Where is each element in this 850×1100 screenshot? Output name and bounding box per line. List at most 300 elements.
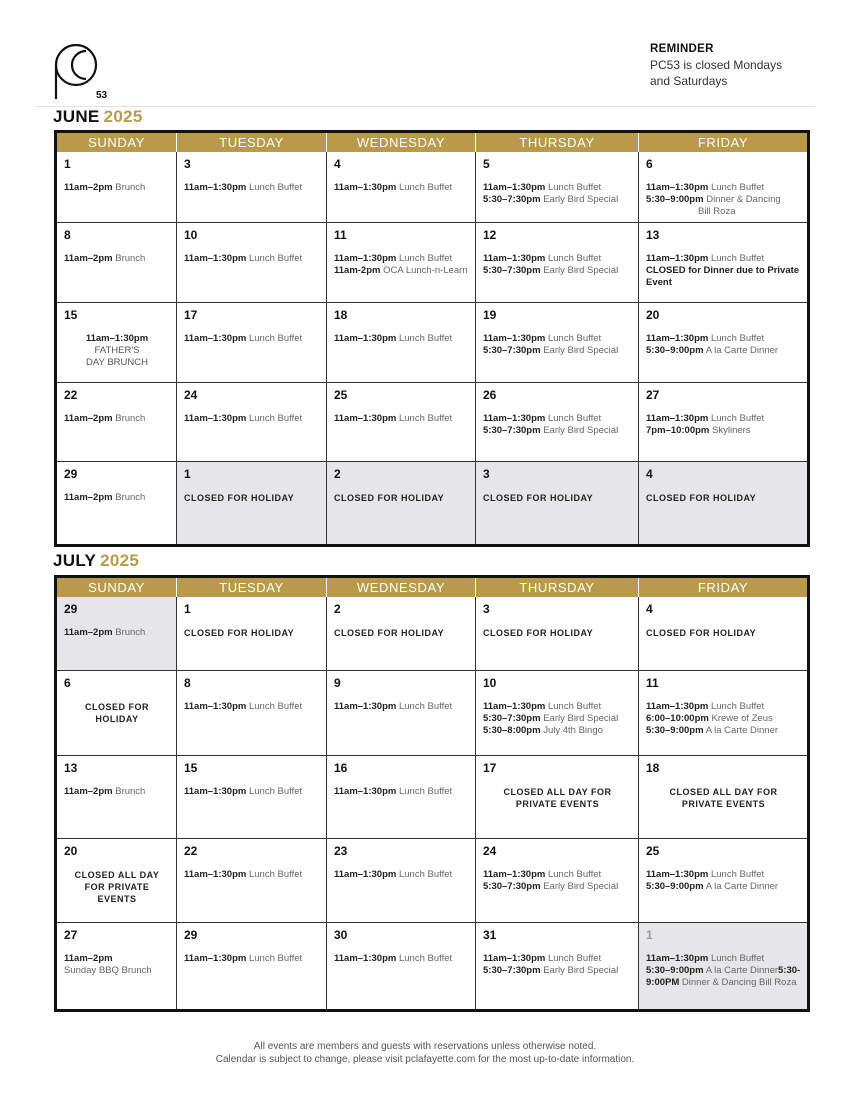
event-name: Brunch [115, 252, 146, 264]
event-time: 11am–2pm [64, 785, 113, 797]
event-name: Lunch Buffet [547, 412, 602, 424]
event [483, 713, 632, 725]
event [64, 953, 170, 965]
event-time: 5:30–7:30pm [483, 344, 541, 356]
event-name: Lunch Buffet [710, 252, 765, 264]
day-cell [177, 302, 327, 382]
event-name: Lunch Buffet [398, 252, 453, 264]
event-time: 11am–2pm [64, 491, 113, 503]
event-name: Brunch [115, 491, 146, 503]
event [646, 881, 801, 893]
event [646, 713, 801, 725]
day-number: 5 [483, 157, 490, 171]
day-number: 20 [646, 307, 660, 322]
event-time: 5:30–9:00pm [646, 880, 704, 892]
day-number: 17 [184, 307, 198, 322]
day-number: 18 [334, 307, 348, 322]
day-number: 3 [483, 602, 490, 616]
event-name: Lunch Buffet [547, 252, 602, 264]
event [646, 333, 801, 345]
event-time: 11am–1:30pm [483, 182, 546, 193]
event-name: Skyliners [712, 424, 751, 436]
day-number: 25 [334, 387, 348, 402]
event-note: Bill Roza [698, 206, 736, 217]
event-name: Early Bird Special [543, 880, 619, 892]
day-header: SUNDAY [56, 577, 177, 598]
day-cell [327, 302, 476, 382]
closed-label: CLOSED ALL DAY FOR PRIVATE EVENTS [669, 786, 778, 809]
event-name: Early Bird Special [543, 964, 619, 976]
closed-label: CLOSED FOR HOLIDAY [84, 701, 149, 724]
day-number: 10 [184, 227, 198, 242]
event-name: Lunch Buffet [248, 868, 303, 880]
event [483, 965, 632, 977]
day-number: 13 [646, 227, 660, 242]
day-cell [476, 222, 639, 302]
day-cell [639, 152, 809, 222]
day-number: 29 [64, 602, 78, 616]
event-note: Sunday BBQ Brunch [64, 964, 152, 976]
event-name: July 4th Bingo [543, 724, 603, 736]
closed-label: CLOSED ALL DAY FOR PRIVATE EVENTS [74, 869, 160, 904]
day-cell [177, 597, 327, 670]
footer-line2: Calendar is subject to change, please visit pclafayette.com for the most up-to-date information. [215, 1054, 635, 1065]
closed-label: CLOSED FOR HOLIDAY [334, 628, 445, 638]
event-name: Early Bird Special [543, 712, 619, 724]
day-header: SUNDAY [56, 132, 177, 153]
day-number: 6 [64, 675, 71, 690]
reminder-line1: PC53 is closed Mondays [650, 58, 783, 72]
event-time: 11am–1:30pm [334, 412, 397, 424]
day-cell [639, 222, 809, 302]
event-time: 11am–1:30pm [334, 332, 397, 344]
event-time: 11am–2pm [64, 412, 113, 424]
event-time: 5:30–9:00pm [646, 964, 704, 976]
day-number: 1 [646, 927, 653, 942]
event [483, 413, 632, 425]
event [64, 492, 170, 504]
event-name: Early Bird Special [543, 194, 619, 205]
reminder-box [650, 41, 830, 89]
day-header: TUESDAY [177, 577, 327, 598]
day-cell [327, 670, 476, 755]
event-time: 5:30–7:30pm [483, 964, 541, 976]
day-cell [476, 302, 639, 382]
event [483, 265, 632, 277]
day-cell [476, 838, 639, 922]
day-cell [56, 382, 177, 461]
event [483, 333, 632, 345]
day-number: 12 [483, 227, 497, 242]
event [184, 413, 320, 425]
event-name: A la Carte Dinner [705, 344, 779, 356]
event [64, 413, 170, 425]
day-cell [476, 755, 639, 838]
event [646, 182, 801, 194]
event-name: Early Bird Special [543, 344, 619, 356]
closed-label: CLOSED ALL DAY FOR PRIVATE EVENTS [503, 786, 612, 809]
day-cell [476, 597, 639, 670]
event-name: Krewe of Zeus [711, 712, 773, 724]
event-name: Lunch Buffet [547, 182, 602, 193]
day-number: 15 [64, 307, 78, 322]
day-cell [327, 152, 476, 222]
week-row [56, 461, 809, 545]
day-number: 26 [483, 387, 497, 402]
event-name: OCA Lunch-n-Learn [383, 264, 468, 276]
closed-label: CLOSED FOR HOLIDAY [184, 492, 295, 503]
day-number: 8 [184, 675, 191, 690]
day-number: 10 [483, 675, 497, 690]
day-number: 17 [483, 760, 497, 775]
event [334, 333, 469, 345]
event [646, 869, 801, 881]
day-number: 29 [184, 927, 198, 942]
event-time: 11am–1:30pm [483, 868, 546, 880]
day-cell [177, 838, 327, 922]
day-number: 4 [646, 466, 653, 481]
closed-label: CLOSED FOR HOLIDAY [483, 628, 594, 638]
week-row [56, 222, 809, 302]
event-wrap [646, 965, 801, 989]
event [646, 725, 801, 737]
event [483, 953, 632, 965]
event-name: Lunch Buffet [248, 252, 303, 264]
day-cell [639, 922, 809, 1010]
day-cell [327, 461, 476, 545]
event-name: Lunch Buffet [398, 868, 453, 880]
day-cell [56, 461, 177, 545]
event-name: Lunch Buffet [547, 952, 602, 964]
week-row [56, 152, 809, 222]
day-number: 19 [483, 307, 497, 322]
day-cell [327, 922, 476, 1010]
event-time: 11am–2pm [64, 952, 113, 964]
event-time: 5:30–9:00pm [646, 724, 704, 736]
event-time: 11am–1:30pm [334, 785, 397, 797]
event-name: Dinner & Dancing [706, 194, 781, 205]
event-name: Lunch Buffet [710, 332, 765, 344]
day-header: THURSDAY [476, 132, 639, 153]
week-row [56, 597, 809, 670]
day-cell [56, 302, 177, 382]
day-cell [56, 222, 177, 302]
event-time: 5:30–7:30pm [483, 424, 541, 436]
day-number: 2 [334, 602, 341, 616]
day-number: 4 [646, 602, 653, 616]
event-name: Lunch Buffet [248, 785, 303, 797]
header-divider [35, 106, 815, 107]
event-name: Brunch [115, 627, 146, 638]
event-time: 5:30–7:30pm [483, 194, 541, 205]
event-name: Lunch Buffet [398, 700, 453, 712]
event-time: 11am–1:30pm [646, 952, 709, 964]
event-time: 11am–1:30pm [483, 952, 546, 964]
event-name: Lunch Buffet [710, 700, 765, 712]
event-time: 11am–1:30pm [646, 182, 709, 193]
event-name: Lunch Buffet [398, 952, 453, 964]
event [334, 953, 469, 965]
day-cell [639, 302, 809, 382]
reminder-title: REMINDER [650, 43, 714, 55]
closure-note: CLOSED for Dinner due to Private Event [646, 264, 800, 288]
event-time: 11am–1:30pm [334, 700, 397, 712]
day-cell [476, 382, 639, 461]
day-number: 27 [646, 387, 660, 402]
closed-label: CLOSED FOR HOLIDAY [334, 492, 445, 503]
event-name: Brunch [115, 785, 146, 797]
event-time: 11am–1:30pm [646, 412, 709, 424]
day-cell [639, 461, 809, 545]
event-name: Lunch Buffet [248, 952, 303, 964]
event-time: 11am–1:30pm [646, 332, 709, 344]
event-name: Lunch Buffet [248, 182, 303, 193]
event-time: 11am–1:30pm [646, 868, 709, 880]
day-cell [639, 670, 809, 755]
day-number: 3 [184, 157, 191, 171]
june-calendar [54, 130, 810, 547]
day-cell [56, 597, 177, 670]
event-name: A la Carte Dinner [705, 964, 779, 976]
event-name: Lunch Buffet [547, 332, 602, 344]
day-number: 24 [483, 843, 497, 858]
event-name: A la Carte Dinner [705, 880, 779, 892]
event [64, 253, 170, 265]
event-name: Early Bird Special [543, 424, 619, 436]
event [184, 869, 320, 881]
event-time: 11am–2pm [64, 252, 113, 264]
day-number: 1 [184, 602, 191, 616]
pc53-logo [50, 43, 114, 103]
event-time: 11am–1:30pm [483, 252, 546, 264]
july-calendar [54, 575, 810, 1012]
day-header: WEDNESDAY [327, 132, 476, 153]
day-cell [327, 755, 476, 838]
day-number: 11 [334, 227, 347, 242]
day-number: 16 [334, 760, 348, 775]
day-cell [327, 222, 476, 302]
event-time: 11am–1:30pm [184, 332, 247, 344]
day-cell [476, 461, 639, 545]
closed-label: CLOSED FOR HOLIDAY [646, 628, 757, 638]
event-name: Lunch Buffet [248, 700, 303, 712]
event-time: 11am–1:30pm [184, 952, 247, 964]
event-time: 11am-2pm [334, 264, 381, 276]
day-cell [327, 597, 476, 670]
event-time: 11am–1:30pm [334, 252, 397, 264]
event [184, 333, 320, 345]
day-number: 25 [646, 843, 660, 858]
day-number: 9 [334, 675, 341, 690]
day-number: 1 [184, 466, 191, 481]
svg-text:53: 53 [96, 90, 108, 101]
day-header: FRIDAY [639, 577, 809, 598]
event [334, 786, 469, 798]
event-time: 5:30–9:00pm [646, 194, 704, 205]
day-number: 29 [64, 466, 78, 481]
day-cell [639, 382, 809, 461]
week-row [56, 302, 809, 382]
event-name: Lunch Buffet [398, 412, 453, 424]
event [184, 182, 320, 194]
event-name: Lunch Buffet [398, 182, 453, 193]
day-cell [177, 461, 327, 545]
day-cell [476, 670, 639, 755]
day-number: 3 [483, 466, 490, 481]
event [334, 869, 469, 881]
day-cell [639, 755, 809, 838]
event-name: Lunch Buffet [248, 412, 303, 424]
day-number: 2 [334, 466, 341, 481]
event-time: 5:30–7:30pm [483, 880, 541, 892]
event-time: 11am–1:30pm [85, 332, 149, 344]
week-row [56, 922, 809, 1010]
day-cell [56, 670, 177, 755]
event [483, 425, 632, 437]
event [184, 786, 320, 798]
event-time: 7pm–10:00pm [646, 424, 710, 436]
event-name: FATHER'S DAY BRUNCH [86, 344, 148, 368]
footer [0, 1040, 850, 1066]
july-title [53, 551, 139, 571]
week-row [56, 670, 809, 755]
day-cell [177, 670, 327, 755]
closed-label: CLOSED FOR HOLIDAY [483, 492, 594, 503]
event [64, 786, 170, 798]
reminder-line2: and Saturdays [650, 74, 728, 88]
closed-label: CLOSED FOR HOLIDAY [646, 492, 757, 503]
event [646, 345, 801, 357]
day-number: 23 [334, 843, 348, 858]
event-time: 11am–1:30pm [483, 412, 546, 424]
event-time: 11am–1:30pm [184, 700, 247, 712]
event-time: 11am–1:30pm [646, 700, 709, 712]
day-header: THURSDAY [476, 577, 639, 598]
june-title [53, 107, 143, 127]
closed-label: CLOSED FOR HOLIDAY [184, 628, 295, 638]
day-number: 1 [64, 157, 71, 171]
event [334, 265, 469, 277]
event-name: Lunch Buffet [547, 700, 602, 712]
event-time: 11am–1:30pm [483, 700, 546, 712]
event-time: 11am–2pm [64, 627, 113, 638]
day-cell [327, 838, 476, 922]
day-number: 4 [334, 157, 341, 171]
day-cell [56, 922, 177, 1010]
event [334, 413, 469, 425]
event [334, 253, 469, 265]
event-name: Lunch Buffet [710, 868, 765, 880]
event-name: Dinner & Dancing Bill Roza [681, 976, 797, 988]
event-time: 11am–1:30pm [334, 868, 397, 880]
day-number: 31 [483, 927, 497, 942]
event-time: 11am–1:30pm [184, 785, 247, 797]
event [184, 253, 320, 265]
day-number: 22 [64, 387, 78, 402]
event-time: 5:30–7:30pm [483, 712, 541, 724]
event [483, 253, 632, 265]
day-number: 8 [64, 227, 71, 242]
day-cell [639, 597, 809, 670]
event [646, 953, 801, 965]
day-cell [177, 922, 327, 1010]
event [483, 881, 632, 893]
event [646, 194, 801, 206]
day-cell [177, 755, 327, 838]
week-row [56, 755, 809, 838]
day-number: 20 [64, 843, 78, 858]
day-number: 18 [646, 760, 660, 775]
day-number: 30 [334, 927, 348, 942]
day-cell [56, 152, 177, 222]
day-cell [639, 838, 809, 922]
day-cell [476, 152, 639, 222]
month-name: JULY [53, 551, 97, 570]
footer-line1: All events are members and guests with reservations unless otherwise noted. [253, 1041, 597, 1052]
month-name: JUNE [53, 107, 100, 126]
event-time: 11am–1:30pm [334, 952, 397, 964]
event-name: A la Carte Dinner [705, 724, 779, 736]
event-time: 11am–1:30pm [334, 182, 397, 193]
week-row [56, 838, 809, 922]
day-number: 22 [184, 843, 198, 858]
day-number: 24 [184, 387, 198, 402]
event [483, 701, 632, 713]
day-header: WEDNESDAY [327, 577, 476, 598]
event [483, 869, 632, 881]
event-name: Lunch Buffet [710, 412, 765, 424]
event [646, 413, 801, 425]
day-number: 13 [64, 760, 78, 775]
week-row [56, 382, 809, 461]
event [64, 182, 170, 194]
event-name: Lunch Buffet [398, 785, 453, 797]
event [646, 701, 801, 713]
event [483, 182, 632, 194]
event-time: 11am–1:30pm [184, 182, 247, 193]
event-time: 5:30–9:00pm [646, 344, 704, 356]
day-cell [56, 755, 177, 838]
event-name: Lunch Buffet [547, 868, 602, 880]
day-cell [177, 222, 327, 302]
event-time: 5:30-9:00PM [646, 964, 801, 988]
event-time: 11am–1:30pm [184, 868, 247, 880]
event-name: Brunch [115, 412, 146, 424]
event-name: Lunch Buffet [710, 182, 765, 193]
day-cell [177, 152, 327, 222]
event-time: 5:30–8:00pm [483, 724, 541, 736]
event [483, 194, 632, 206]
month-year: 2025 [100, 551, 140, 570]
event-time: 11am–1:30pm [483, 332, 546, 344]
event [64, 627, 170, 639]
event-time: 5:30–7:30pm [483, 264, 541, 276]
event-name: Early Bird Special [543, 264, 619, 276]
event-name: Lunch Buffet [710, 952, 765, 964]
day-number: 27 [64, 927, 78, 942]
day-cell [327, 382, 476, 461]
event [483, 725, 632, 737]
day-number: 11 [646, 675, 659, 690]
event-name: Lunch Buffet [248, 332, 303, 344]
event-time: 11am–1:30pm [184, 412, 247, 424]
day-number: 6 [646, 157, 653, 171]
event [646, 425, 801, 437]
day-header: FRIDAY [639, 132, 809, 153]
day-number: 15 [184, 760, 198, 775]
day-cell [177, 382, 327, 461]
event [334, 701, 469, 713]
